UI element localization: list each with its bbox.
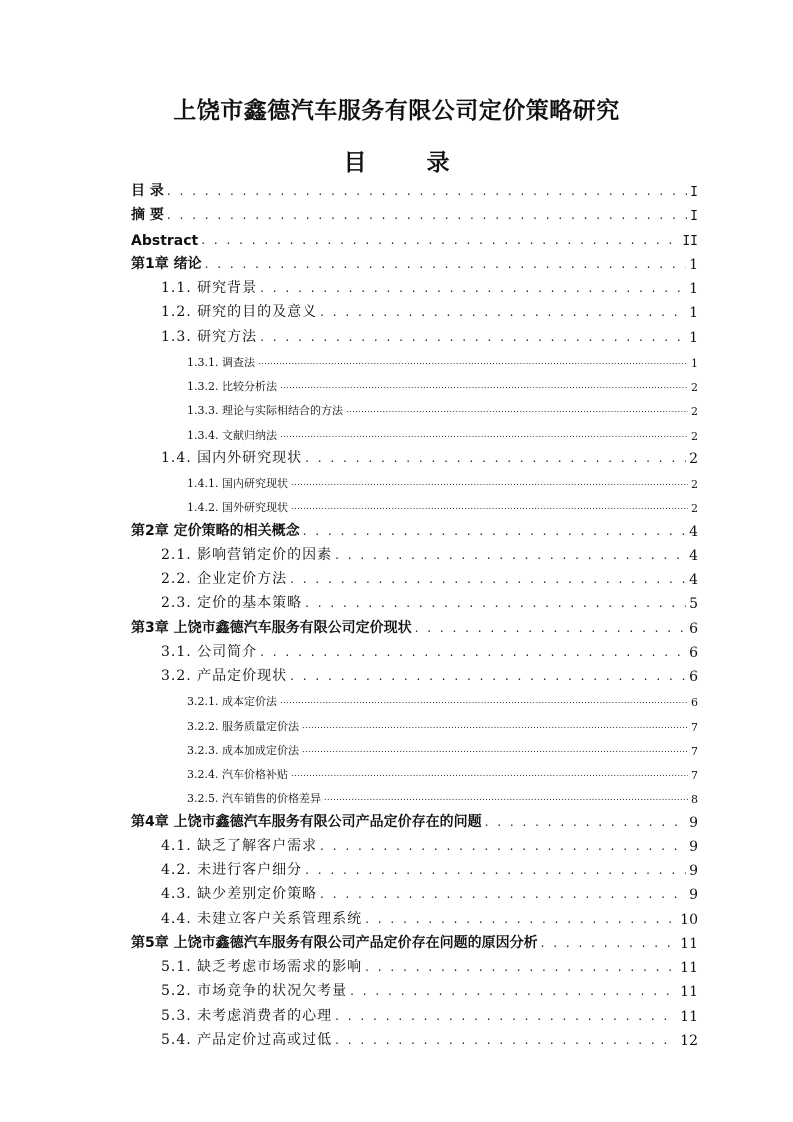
toc-entry-label: 1.3. 研究方法	[161, 328, 258, 345]
toc-entry[interactable]	[131, 202, 698, 224]
toc-dot-leader	[291, 769, 688, 779]
toc-dot-leader	[320, 307, 686, 317]
toc-entry-page-number: I	[690, 209, 698, 225]
toc-entry-label: 第5章 上饶市鑫德汽车服务有限公司产品定价存在问题的原因分析	[131, 934, 538, 951]
toc-dot-leader	[365, 962, 677, 972]
toc-entry-label: 1.2. 研究的目的及意义	[161, 304, 318, 321]
toc-heading: 目 录	[343, 150, 476, 176]
toc-dot-leader	[305, 598, 686, 608]
toc-entry-label: 1.4.2. 国外研究现状	[187, 501, 288, 515]
toc-dot-leader	[305, 865, 686, 875]
toc-entry-page-number: 1	[689, 329, 698, 346]
toc-entry-label: 1.3.3. 理论与实际相结合的方法	[187, 404, 343, 418]
toc-entry[interactable]	[131, 1027, 698, 1049]
toc-entry-page-number: 12	[680, 1032, 698, 1049]
toc-entry[interactable]	[131, 299, 698, 321]
toc-entry[interactable]	[131, 687, 698, 709]
toc-entry-label: 2.1. 影响营销定价的因素	[161, 546, 333, 563]
toc-entry-page-number: 9	[689, 838, 698, 855]
toc-entry[interactable]	[131, 227, 698, 249]
toc-dot-leader	[485, 817, 686, 827]
toc-entry-label: 1.4. 国内外研究现状	[161, 449, 303, 466]
toc-entry-page-number: 1	[689, 256, 698, 273]
toc-entry-page-number: 11	[680, 984, 698, 1001]
toc-entry-label: 目 录	[131, 183, 164, 199]
toc-entry-label: 1.3.2. 比较分析法	[187, 380, 277, 393]
toc-entry-page-number: 7	[691, 744, 698, 758]
toc-entry-page-number: 9	[689, 814, 698, 831]
toc-entry[interactable]	[131, 712, 698, 734]
toc-entry-page-number: 7	[691, 769, 698, 782]
toc-dot-leader	[302, 721, 688, 731]
toc-dot-leader	[260, 647, 686, 657]
toc-entry-page-number: I	[690, 185, 698, 200]
toc-dot-leader	[302, 745, 688, 755]
toc-dot-leader	[335, 550, 686, 560]
toc-dot-leader	[280, 696, 688, 706]
toc-entry[interactable]	[131, 348, 698, 370]
toc-entry[interactable]	[131, 396, 698, 418]
toc-entry-page-number: 6	[689, 620, 698, 637]
toc-entry-page-number: 4	[689, 572, 698, 588]
toc-entry[interactable]	[131, 760, 698, 782]
toc-entry-label: 3.2.1. 成本定价法	[187, 695, 277, 709]
toc-entry-page-number: 2	[691, 429, 698, 443]
toc-entry-label: 5.1. 缺乏考虑市场需求的影响	[161, 959, 363, 975]
toc-entry[interactable]	[131, 639, 698, 661]
toc-entry-page-number: 11	[680, 935, 698, 952]
toc-dot-leader	[201, 235, 679, 245]
toc-entry-label: 摘 要	[131, 207, 164, 224]
toc-dot-leader	[291, 478, 688, 488]
toc-dot-leader	[346, 405, 688, 415]
toc-entry[interactable]	[131, 372, 698, 394]
toc-entry-label: 1.3.1. 调查法	[187, 355, 255, 369]
toc-entry[interactable]	[131, 1003, 698, 1025]
toc-entry-page-number: 10	[680, 911, 698, 928]
toc-entry[interactable]	[131, 833, 698, 855]
toc-entry-page-number: 1	[691, 356, 698, 370]
toc-entry[interactable]	[131, 881, 698, 903]
toc-entry-label: 3.1. 公司简介	[161, 643, 258, 660]
toc-entry-label: 第3章 上饶市鑫德汽车服务有限公司定价现状	[131, 619, 412, 636]
toc-entry-label: 2.2. 企业定价方法	[161, 571, 288, 587]
toc-entry-label: 4.4. 未建立客户关系管理系统	[161, 910, 363, 927]
toc-entry[interactable]	[131, 493, 698, 515]
toc-entry-label: 3.2. 产品定价现状	[161, 668, 288, 684]
toc-dot-leader	[205, 259, 686, 269]
toc-dot-leader	[541, 938, 678, 948]
toc-entry[interactable]	[131, 469, 698, 491]
toc-entry[interactable]	[131, 906, 698, 928]
toc-entry-page-number: 1	[689, 305, 698, 322]
toc-entry-label: 2.3. 定价的基本策略	[161, 595, 303, 612]
toc-entry[interactable]	[131, 324, 698, 346]
toc-entry-page-number: 2	[691, 502, 698, 516]
toc-entry-page-number: 8	[691, 793, 698, 807]
toc-entry[interactable]	[131, 978, 698, 1000]
toc-entry-label: 3.2.4. 汽车价格补贴	[187, 768, 288, 781]
toc-dot-leader	[303, 526, 686, 536]
toc-entry[interactable]	[131, 445, 698, 467]
toc-entry-page-number: 1	[689, 281, 698, 297]
toc-entry-label: 第2章 定价策略的相关概念	[131, 522, 300, 539]
toc-entry[interactable]	[131, 178, 698, 200]
toc-dot-leader	[290, 671, 686, 681]
toc-entry[interactable]	[131, 275, 698, 297]
toc-entry-page-number: 4	[689, 547, 698, 564]
toc-entry-page-number: 9	[689, 863, 698, 879]
toc-entry-label: 5.4. 产品定价过高或过低	[161, 1031, 333, 1048]
toc-entry[interactable]	[131, 809, 698, 831]
toc-entry-label: 4.1. 缺乏了解客户需求	[161, 837, 318, 854]
toc-entry[interactable]	[131, 954, 698, 976]
toc-entry-label: 1.4.1. 国内研究现状	[187, 477, 288, 490]
toc-entry[interactable]	[131, 615, 698, 637]
toc-entry[interactable]	[131, 518, 698, 540]
toc-entry-page-number: 6	[689, 669, 698, 685]
toc-entry-page-number: 6	[689, 644, 698, 661]
toc-dot-leader	[320, 889, 686, 899]
toc-entry-label: 4.3. 缺少差别定价策略	[161, 886, 318, 903]
toc-entry[interactable]	[131, 663, 698, 685]
toc-entry-page-number: 11	[680, 1008, 698, 1025]
toc-dot-leader	[350, 986, 677, 996]
toc-dot-leader	[280, 381, 688, 391]
toc-entry[interactable]	[131, 542, 698, 564]
toc-entry[interactable]	[131, 930, 698, 952]
toc-entry-page-number: 9	[689, 887, 698, 904]
toc-entry[interactable]	[131, 251, 698, 273]
toc-entry-page-number: II	[682, 233, 698, 249]
toc-dot-leader	[260, 332, 686, 342]
toc-entry-label: 3.2.3. 成本加成定价法	[187, 743, 299, 757]
toc-dot-leader	[290, 574, 686, 584]
toc-entry[interactable]	[131, 590, 698, 612]
toc-dot-leader	[167, 186, 687, 196]
toc-dot-leader	[320, 841, 686, 851]
toc-entry[interactable]	[131, 857, 698, 879]
toc-dot-leader	[324, 793, 688, 803]
toc-entry-label: 5.3. 未考虑消费者的心理	[161, 1007, 333, 1024]
toc-entry-label: 第4章 上饶市鑫德汽车服务有限公司产品定价存在的问题	[131, 813, 482, 830]
toc-entry[interactable]	[131, 736, 698, 758]
toc-dot-leader	[305, 453, 686, 463]
document-title: 上饶市鑫德汽车服务有限公司定价策略研究	[173, 98, 620, 124]
toc-dot-leader	[291, 502, 688, 512]
toc-entry-label: 第1章 绪论	[131, 255, 202, 272]
toc-entry-page-number: 2	[691, 381, 698, 394]
toc-entry[interactable]	[131, 421, 698, 443]
toc-entry-page-number: 2	[691, 478, 698, 491]
toc-entry[interactable]	[131, 784, 698, 806]
toc-dot-leader	[335, 1035, 677, 1045]
toc-dot-leader	[260, 283, 686, 293]
toc-dot-leader	[415, 623, 686, 633]
toc-dot-leader	[280, 430, 688, 440]
toc-dot-leader	[258, 357, 688, 367]
toc-entry-page-number: 2	[689, 450, 698, 467]
toc-entry-page-number: 11	[680, 960, 698, 976]
toc-entry-label: 3.2.2. 服务质量定价法	[187, 719, 299, 733]
toc-entry-page-number: 2	[691, 405, 698, 419]
toc-dot-leader	[167, 210, 687, 220]
toc-entry-label: Abstract	[131, 232, 199, 249]
toc-entry-label: 3.2.5. 汽车销售的价格差异	[187, 792, 321, 806]
toc-entry-page-number: 7	[691, 720, 698, 734]
toc-dot-leader	[335, 1011, 677, 1021]
toc-entry-page-number: 6	[691, 696, 698, 710]
toc-entry-page-number: 5	[689, 596, 698, 613]
toc-entry-label: 1.3.4. 文献归纳法	[187, 428, 277, 442]
toc-entry-page-number: 4	[689, 523, 698, 540]
toc-entry-label: 1.1. 研究背景	[161, 280, 258, 296]
toc-entry-label: 5.2. 市场竞争的状况欠考量	[161, 983, 348, 1000]
toc-entry-label: 4.2. 未进行客户细分	[161, 862, 303, 878]
toc-entry[interactable]	[131, 566, 698, 588]
toc-dot-leader	[365, 914, 677, 924]
